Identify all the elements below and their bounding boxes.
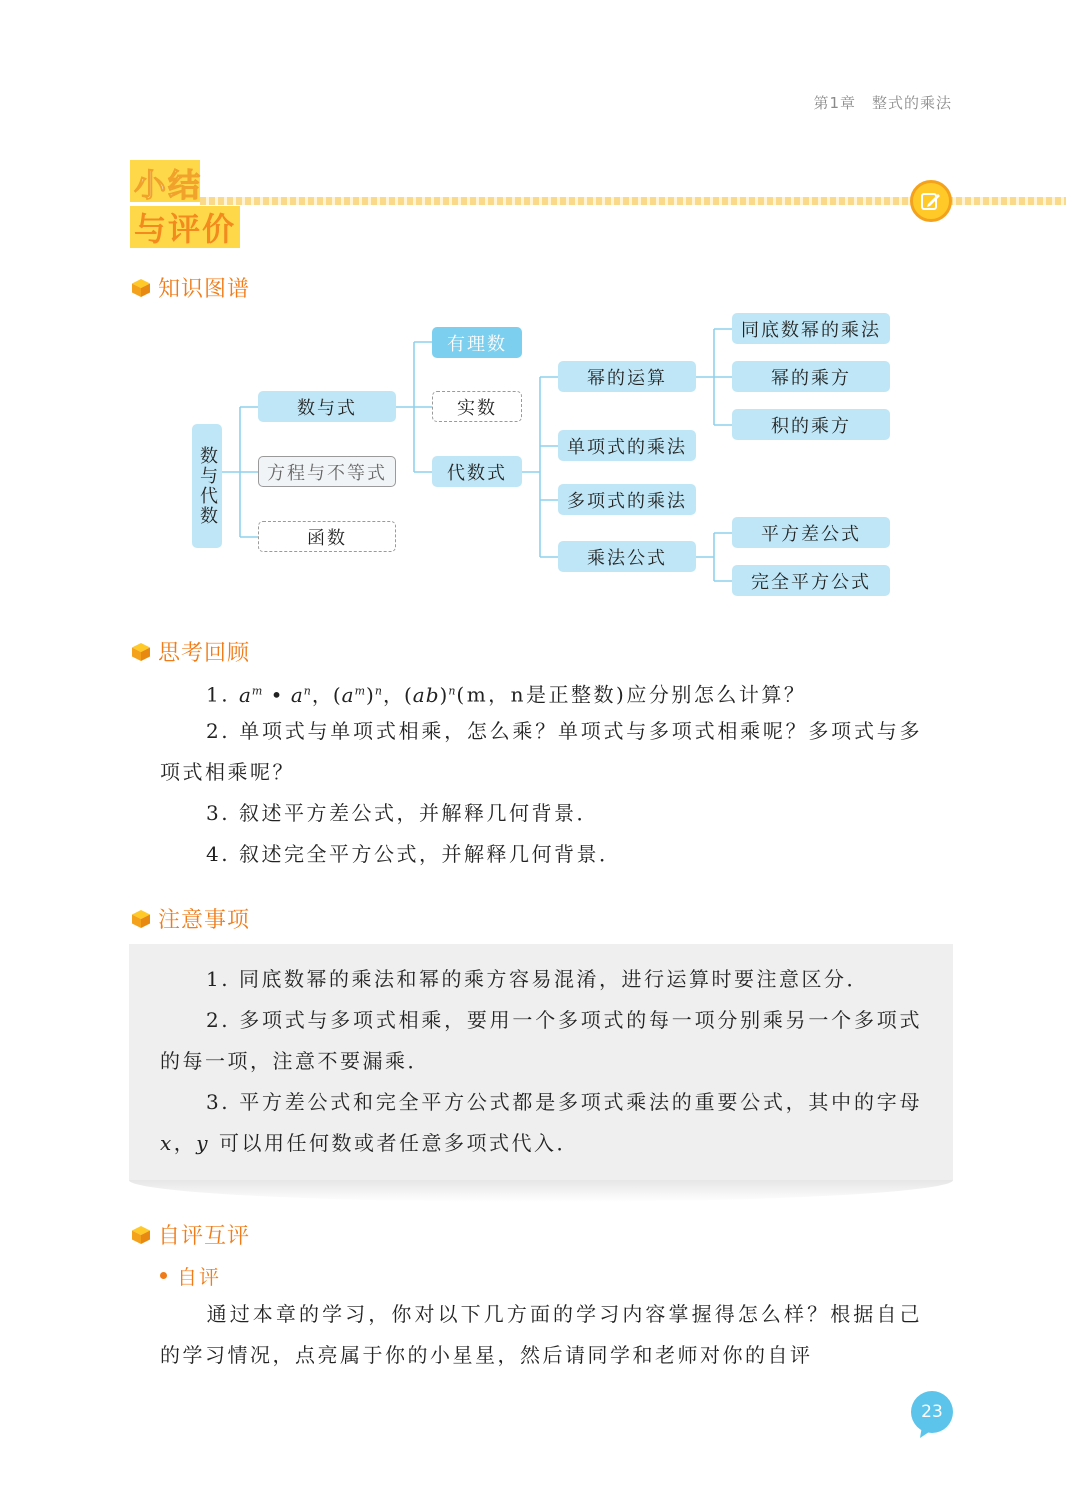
review-question-4: 4. 叙述完全平方公式，并解释几何背景． (206, 842, 622, 866)
evaluation-text: 通过本章的学习，你对以下几方面的学习内容掌握得怎么样？根据自己的学习情况，点亮属于你的小星星，然后请同学和老师对你的自评 (160, 1302, 922, 1367)
variables-xy: x，y (160, 1131, 211, 1155)
map-node-monomial-multiplication: 单项式的乘法 (558, 430, 696, 461)
map-node-difference-of-squares: 平方差公式 (732, 517, 890, 548)
review-question-2: 2. 单项式与单项式相乘，怎么乘？单项式与多项式相乘呢？多项式与多项式相乘呢？ (160, 719, 922, 784)
map-node-multiplication-formulas: 乘法公式 (558, 541, 696, 572)
page-number-badge: 23 (910, 1390, 954, 1434)
cube-icon (130, 1224, 152, 1246)
bullet-dot-icon (160, 1272, 167, 1279)
map-node-rational-numbers: 有理数 (432, 327, 522, 358)
map-node-polynomial-multiplication: 多项式的乘法 (558, 484, 696, 515)
section-heading-map: 知识图谱 (130, 272, 250, 303)
map-node-same-base-powers: 同底数幂的乘法 (732, 313, 890, 344)
map-node-real-numbers: 实数 (432, 391, 522, 422)
cube-icon (130, 277, 152, 299)
cube-icon (130, 641, 152, 663)
banner-line1: 小结 (134, 166, 203, 204)
note-2: 2. 多项式与多项式相乘，要用一个多项式的每一项分别乘另一个多项式的每一项，注意不要漏乘． (160, 1008, 922, 1073)
map-node-root: 数与代数 (192, 424, 222, 548)
note-1: 1. 同底数幂的乘法和幂的乘方容易混淆，进行运算时要注意区分． (206, 967, 869, 991)
section-heading-evaluation: 自评互评 (130, 1219, 250, 1250)
map-node-power-operations: 幂的运算 (558, 361, 696, 392)
section-heading-review: 思考回顾 (130, 636, 250, 667)
chapter-number: 第1章 (813, 94, 856, 112)
pencil-note-icon (910, 180, 952, 222)
note-3: 3. 平方差公式和完全平方公式都是多项式乘法的重要公式，其中的字母 x，y 可以用任何数或者任意多项式代入． (160, 1090, 922, 1155)
banner-line2: 与评价 (134, 210, 237, 248)
map-node-numbers-expressions: 数与式 (258, 391, 396, 422)
map-node-equations-inequalities: 方程与不等式 (258, 456, 396, 487)
map-node-functions: 函数 (258, 521, 396, 552)
notes-box-shadow (129, 1180, 953, 1202)
review-question-1: 1. $a^m$ • $a^n$，$(a^m)^n$，(ab)$^n$(m，n是正整数)应分别怎么计算？ (206, 682, 807, 707)
map-node-power-of-power: 幂的乘方 (732, 361, 890, 392)
map-node-perfect-square: 完全平方公式 (732, 565, 890, 596)
running-head (813, 92, 952, 113)
chapter-summary-banner (130, 158, 250, 248)
section-heading-notes: 注意事项 (130, 903, 250, 934)
chapter-title: 整式的乘法 (871, 94, 952, 112)
review-question-3: 3. 叙述平方差公式，并解释几何背景． (206, 801, 599, 825)
cube-icon (130, 908, 152, 930)
map-node-algebraic-expressions: 代数式 (432, 456, 522, 487)
subheading-self-evaluation: 自评 (160, 1261, 221, 1290)
formula-power-rules: $a^m$ • $a^n$，$(a^m)^n$，(ab)$^n$ (238, 682, 457, 707)
map-node-power-of-product: 积的乘方 (732, 409, 890, 440)
